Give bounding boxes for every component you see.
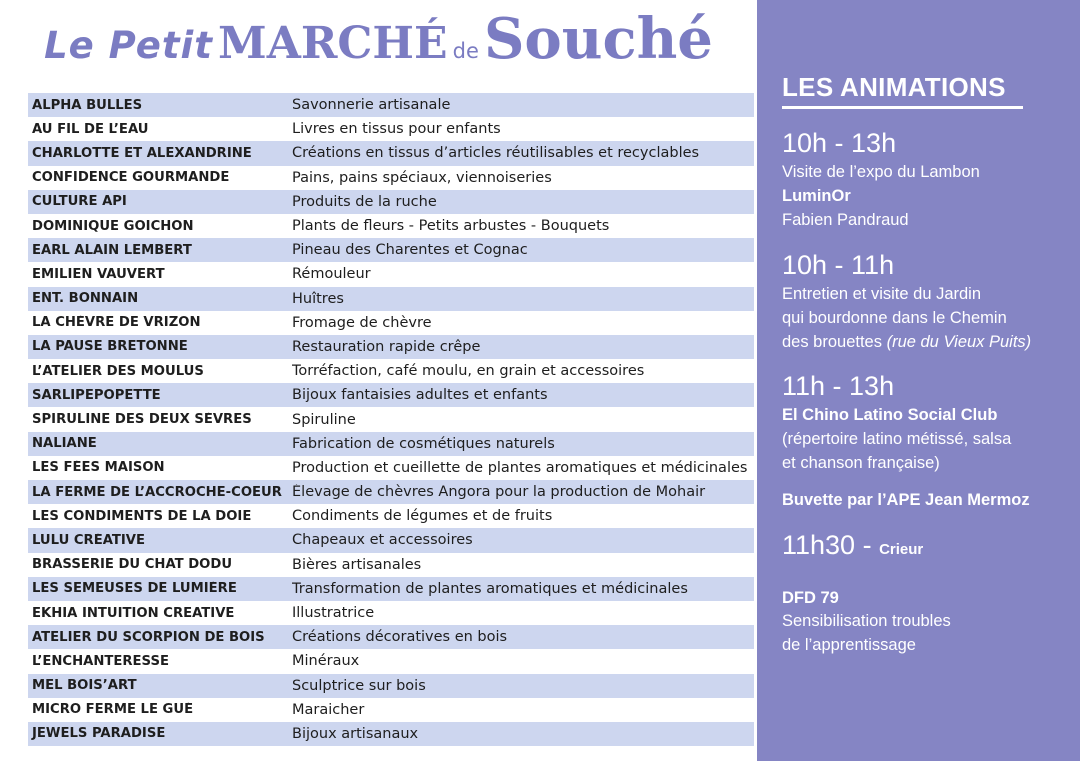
animations-heading: LES ANIMATIONS — [782, 72, 1006, 102]
vendor-name: EKHIA INTUITION CREATIVE — [32, 605, 235, 621]
table-row — [28, 190, 754, 214]
vendor-name: EARL ALAIN LEMBERT — [32, 242, 192, 258]
vendor-description: Transformation de plantes aromatiques et médicinales — [292, 580, 688, 597]
block2-line3-text: des brouettes — [782, 333, 887, 351]
title-part-4: Souché — [483, 6, 713, 72]
block2-line3 — [782, 333, 1031, 352]
table-row — [28, 528, 754, 552]
vendor-description: Production et cueillette de plantes aromatiques et médicinales — [292, 459, 748, 476]
block3-time: 11h - 13h — [782, 371, 895, 401]
vendor-name: LA CHÈVRE DE VRIZON — [32, 315, 201, 331]
vendor-description: Pains, pains spéciaux, viennoiseries — [292, 169, 552, 186]
vendor-name: L’ATELIER DES MOULUS — [32, 363, 204, 379]
table-row — [28, 287, 754, 311]
table-row — [28, 601, 754, 625]
vendor-name: MICRO FERME LE GUÉ — [32, 702, 194, 718]
vendor-description: Créations décoratives en bois — [292, 629, 508, 646]
vendor-name: LES SEMEUSES DE LUMIÈRE — [32, 581, 237, 597]
block3-line3: et chanson française) — [782, 454, 940, 472]
page-title — [0, 6, 757, 72]
block2-line2: qui bourdonne dans le Chemin — [782, 309, 1007, 327]
vendor-name: NALIANE — [32, 436, 97, 452]
table-row — [28, 456, 754, 480]
block5-line3: de l’apprentissage — [782, 636, 916, 654]
table-row — [28, 577, 754, 601]
heading-underline — [782, 106, 1023, 109]
vendor-name: ENT. BONNAIN — [32, 291, 139, 307]
table-row — [28, 117, 754, 141]
block4-time-text: 11h30 - — [782, 530, 880, 560]
block3-line1: El Chino Latino Social Club — [782, 406, 998, 424]
vendor-description: Maraicher — [292, 701, 365, 718]
block1-line3: Fabien Pandraud — [782, 211, 909, 229]
block1-line1: Visite de l’expo du Lambon — [782, 163, 980, 181]
vendor-name: CULTURE API — [32, 194, 127, 210]
table-row — [28, 407, 754, 431]
vendor-description: Spiruline — [292, 411, 356, 428]
block1-time: 10h - 13h — [782, 128, 897, 158]
table-row — [28, 262, 754, 286]
vendor-name: AU FIL DE L’EAU — [32, 121, 149, 137]
vendor-description: Chapeaux et accessoires — [292, 532, 473, 549]
vendor-description: Condiments de légumes et de fruits — [292, 508, 553, 525]
block1-line2: LuminOr — [782, 187, 851, 205]
vendor-description: Pineau des Charentes et Cognac — [292, 242, 528, 259]
vendor-description: Huîtres — [292, 290, 344, 307]
table-row — [28, 674, 754, 698]
vendor-name: CHARLOTTE ET ALEXANDRINE — [32, 145, 252, 161]
block3-line2: (répertoire latino métissé, salsa — [782, 430, 1012, 448]
block2-line1: Entretien et visite du Jardin — [782, 285, 982, 303]
vendor-name: SPIRULINE DES DEUX SÈVRES — [32, 412, 252, 428]
table-row — [28, 625, 754, 649]
vendor-description: Minéraux — [292, 653, 360, 670]
table-row — [28, 504, 754, 528]
vendor-description: Bijoux fantaisies adultes et enfants — [292, 387, 548, 404]
vendor-name: LES CONDIMENTS DE LA DOIE — [32, 508, 252, 524]
table-row — [28, 432, 754, 456]
vendor-name: ATELIER DU SCORPION DE BOIS — [32, 629, 265, 645]
table-row — [28, 359, 754, 383]
vendor-name: SARLIPEPOPETTE — [32, 387, 161, 403]
vendor-description: Fabrication de cosmétiques naturels — [292, 435, 555, 452]
table-row — [28, 93, 754, 117]
vendor-description: Sculptrice sur bois — [292, 677, 426, 694]
table-row — [28, 166, 754, 190]
vendor-name: LULU CRÉATIVE — [32, 532, 146, 548]
vendor-description: Rémouleur — [292, 266, 371, 283]
vendor-name: DOMINIQUE GOICHON — [32, 218, 194, 234]
vendor-name: LA PAUSE BRETONNE — [32, 339, 188, 355]
buvette-line: Buvette par l’APE Jean Mermoz — [782, 491, 1030, 509]
vendor-table — [28, 93, 754, 746]
vendor-name: CONFIDENCE GOURMANDE — [32, 170, 230, 186]
vendor-description: Créations en tissus d’articles réutilisables et recyclables — [292, 145, 700, 162]
animations-panel — [757, 0, 1080, 761]
block2-line3-italic: (rue du Vieux Puits) — [886, 333, 1032, 351]
vendor-name: ALPHA BULLES — [32, 97, 143, 113]
table-row — [28, 649, 754, 673]
vendor-description: Bijoux artisanaux — [292, 725, 419, 742]
vendor-description: Produits de la ruche — [292, 193, 437, 210]
vendor-name: LA FERME DE L’ACCROCHE-COEUR — [32, 484, 282, 500]
vendor-description: Fromage de chèvre — [292, 314, 432, 331]
vendor-description: Restauration rapide crêpe — [292, 338, 481, 355]
vendor-name: LES FÉES MAISON — [32, 460, 165, 476]
block4-time — [782, 530, 923, 561]
table-row — [28, 141, 754, 165]
block5-line2: Sensibilisation troubles — [782, 612, 951, 630]
table-row — [28, 335, 754, 359]
block4-label: Crieur — [879, 541, 924, 558]
vendor-description: Illustratrice — [292, 605, 375, 622]
table-row — [28, 383, 754, 407]
table-row — [28, 311, 754, 335]
vendor-name: L’ENCHANTERESSE — [32, 653, 169, 669]
table-row — [28, 214, 754, 238]
vendor-name: JEWELS PARADISE — [32, 726, 166, 742]
table-row — [28, 722, 754, 746]
title-part-1: Le Petit — [44, 24, 213, 67]
block5-line1: DFD 79 — [782, 589, 839, 607]
vendor-name: MEL BOIS’ART — [32, 678, 137, 694]
table-row — [28, 480, 754, 504]
table-row — [28, 553, 754, 577]
title-part-3: de — [452, 39, 479, 63]
table-row — [28, 238, 754, 262]
vendor-description: Livres en tissus pour enfants — [292, 121, 501, 138]
vendor-description: Élevage de chèvres Angora pour la production de Mohair — [292, 484, 706, 501]
table-row — [28, 698, 754, 722]
vendor-description: Bières artisanales — [292, 556, 422, 573]
block2-time: 10h - 11h — [782, 250, 895, 280]
vendor-name: BRASSERIE DU CHAT DODU — [32, 557, 233, 573]
vendor-description: Savonnerie artisanale — [292, 97, 451, 114]
vendor-description: Plants de fleurs - Petits arbustes - Bouquets — [292, 218, 610, 235]
vendor-name: EMILIEN VAUVERT — [32, 266, 165, 282]
title-part-2: MARCHÉ — [217, 18, 448, 69]
vendor-description: Torréfaction, café moulu, en grain et accessoires — [292, 363, 645, 380]
